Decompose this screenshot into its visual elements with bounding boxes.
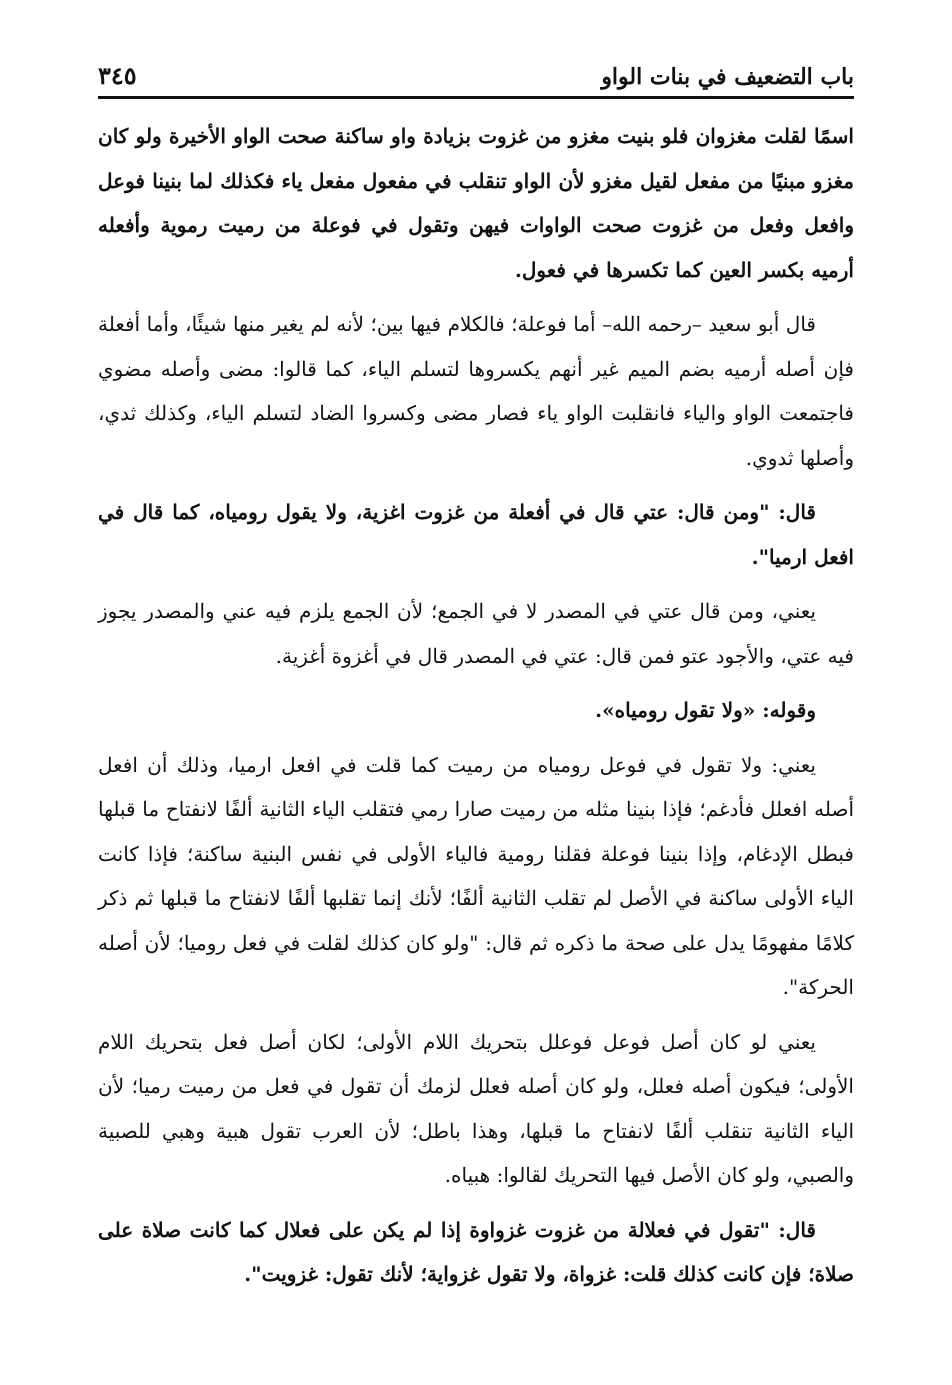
paragraph-7: يعني لو كان أصل فوعل فوعلل بتحريك اللام الأولى؛ لكان أصل فعل بتحريك اللام الأولى؛ فيكون أصله فعلل، ولو كان أصله فعلل لزمك أن تقول في فعل من رميت رميا؛ لأن الياء الثانية تنقلب ألفًا لانفتاح ما قبلها، وهذا باطل؛ لأن العرب تقول هبية وهبي للصبية والصبي، ولو كان الأصل فيها التحريك لقالوا: هبياه. — [98, 1029, 854, 1187]
paragraph-4: يعني، ومن قال عتي في المصدر لا في الجمع؛ لأن الجمع يلزم فيه عني والمصدر يجوز فيه عتي، والأجود عتو فمن قال: عتي في المصدر قال في أغزوة أغزية. — [98, 599, 854, 668]
running-title: باب التضعيف في بنات الواو — [601, 64, 854, 90]
page-number: ٣٤٥ — [98, 61, 137, 90]
paragraph-6: يعني: ولا تقول في فوعل روميا‌ه من رميت كما قلت في افعل ارميا، وذلك أن افعل أصله افعلل فأدغم؛ فإذا بنينا مثله من رميت صارا رمي فتقلب الياء الثانية ألفًا لانفتاح ما قبلها فبطل الإدغام، وإذا بنينا فوعلة فقلنا رومية فالياء الأولى في نفس البنية ساكنة؛ فإذا كانت الياء الأولى ساكنة في الأصل لم تقلب الثانية ألفًا؛ لأنك إنما تقلبها ألفًا لانفتاح ما قبلها ثم ذكر كلامًا مفهومًا يدل على صحة ما ذكره ثم قال: "ولو كان كذلك لقلت في فعل روميا؛ لأن أصله الحركة". — [98, 752, 854, 999]
paragraph-8: قال: "تقول في فعلالة من غزوت غزواوة إذا لم يكن على فعلال كما كانت صلاة على صلاة؛ فإن كانت كذلك قلت: غزواة، ولا تقول غزواية؛ لأنك تقول: غزويت". — [98, 1217, 854, 1286]
paragraph-5: وقوله: «ولا تقول روميا‌ه». — [595, 698, 816, 722]
paragraph-1: اسمًا لقلت مغزوان فلو بنيت مغزو من غزوت بزيادة واو ساكنة صحت الواو الأخيرة ولو كان مغزو مبنيًا من مفعل لقيل مغزو لأن الواو تنقلب في مفعول مفعل ياء فكذلك لما بنينا فوعل وافعل وفعل من غزوت صحت الواوات فيهن وتقول في فوعلة من رميت رموية وأفعله أرميه بكسر العين كما تكسرها في فعول. — [98, 124, 854, 282]
page-body — [98, 114, 854, 1307]
page-header — [98, 50, 854, 99]
paragraph-3: قال: "ومن قال: عتي قال في أفعلة من غزوت اغزية، ولا يقول روميا‌ه، كما قال في افعل ارميا". — [98, 500, 854, 569]
paragraph-2: قال أبو سعيد –رحمه الله– أما فوعلة؛ فالكلام فيها بين؛ لأنه لم يغير منها شيئًا، وأما أفعلة فإن أصله أرميه بضم الميم غير أنهم يكسروها لتسلم الياء، كما قالوا: مضى وأصله مضوي فاجتمعت الواو والياء فانقلبت الواو ياء فصار مضى وكسروا الضاد لتسلم الياء، وكذلك ثدي، وأصلها ثدوي. — [98, 312, 854, 470]
